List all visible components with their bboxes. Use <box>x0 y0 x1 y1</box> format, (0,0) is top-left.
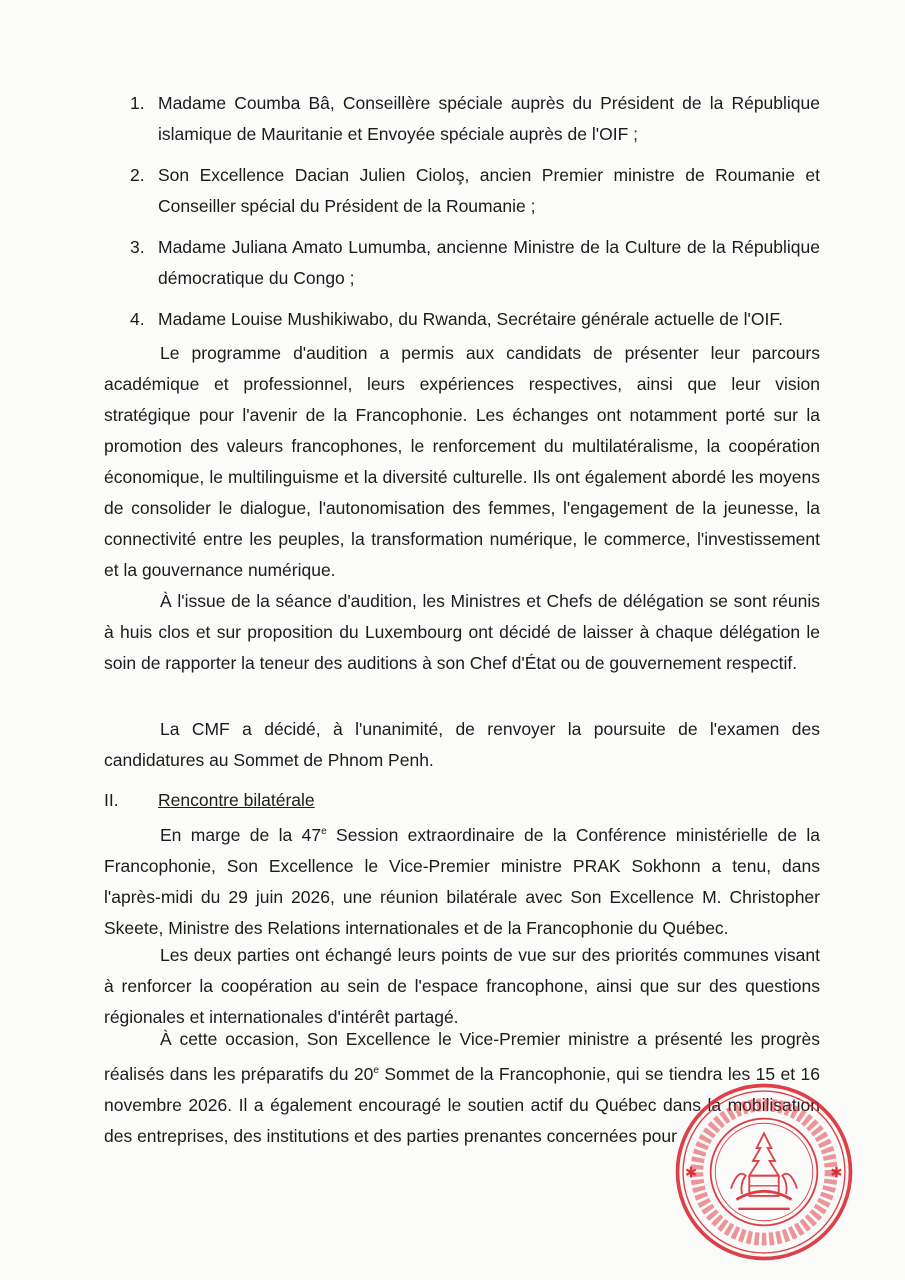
svg-text:✱: ✱ <box>830 1164 843 1182</box>
paragraph-text: Sommet de la Francophonie, qui se tiendra les 15 et 16 novembre 2026. Il a également encouragé le soutien actif du Québec dans la mobilisation des entreprises, des institutions et des parties prenantes concernées pour <box>104 1063 820 1146</box>
list-number: 3. <box>130 237 145 257</box>
ordinal-suffix: e <box>321 826 327 837</box>
svg-text:✱: ✱ <box>684 1164 698 1182</box>
paragraph-text: À cette occasion, Son Excellence le Vice-Premier ministre a présenté les progrès réalisés dans les préparatifs du 20 <box>104 1029 820 1084</box>
ordinal-suffix: e <box>373 1065 379 1076</box>
paragraph-exchange: Les deux parties ont échangé leurs points de vue sur des priorités communes visant à renforcer la coopération au sein de l'espace francophone, ainsi que sur des questions régionales et internationales d'intérêt partagé. <box>104 945 820 1027</box>
list-item <box>130 304 820 335</box>
paragraph-closed-session: À l'issue de la séance d'audition, les Ministres et Chefs de délégation se sont réunis à huis clos et sur proposition du Luxembourg ont décidé de laisser à chaque délégation le soin de rapporter la teneur des auditions à son Chef d'État ou de gouvernement respectif. <box>104 591 820 673</box>
section-title: Rencontre bilatérale <box>158 790 315 810</box>
list-text: Son Excellence Dacian Julien Cioloş, ancien Premier ministre de Roumanie et Conseiller spécial du Président de la Roumanie ; <box>158 165 820 216</box>
list-item <box>130 232 820 294</box>
official-seal-icon <box>672 1080 856 1264</box>
list-text: Madame Juliana Amato Lumumba, ancienne Ministre de la Culture de la République démocratique du Congo ; <box>158 237 820 288</box>
paragraph-text: En marge de la 47 <box>160 824 322 845</box>
section-number: II. <box>104 790 119 810</box>
candidates-list <box>130 88 820 345</box>
list-number: 1. <box>130 93 145 113</box>
paragraph-cmf-decision: La CMF a décidé, à l'unanimité, de renvoyer la poursuite de l'examen des candidatures au Sommet de Phnom Penh. <box>104 719 820 770</box>
list-text: Madame Louise Mushikiwabo, du Rwanda, Secrétaire générale actuelle de l'OIF. <box>158 309 783 329</box>
paragraph-audition-program: Le programme d'audition a permis aux candidats de présenter leur parcours académique et professionnel, leurs expériences respectives, ainsi que leur vision stratégique pour l'avenir de la Francophonie. Les échanges ont notamment porté sur la promotion des valeurs francophones, le renforcement du multilatéralisme, la coopération économique, le multilinguisme et la diversité culturelle. Ils ont également abordé les moyens de consolider le dialogue, l'autonomisation des femmes, l'engagement de la jeunesse, la connectivité entre les peuples, la transformation numérique, le commerce, l'investissement et la gouvernance numérique. <box>104 343 820 580</box>
paragraph-bilateral-meeting <box>104 816 820 944</box>
list-number: 4. <box>130 309 145 329</box>
paragraph-text: Session extraordinaire de la Conférence ministérielle de la Francophonie, Son Excellence le Vice-Premier ministre PRAK Sokhonn a tenu, dans l'après-midi du 29 juin 2026, une réunion bilatérale avec Son Excellence M. Christopher Skeete, Ministre des Relations internationales et de la Francophonie du Québec. <box>104 824 820 938</box>
list-number: 2. <box>130 165 145 185</box>
list-item <box>130 88 820 150</box>
section-heading <box>104 785 820 816</box>
list-item <box>130 160 820 222</box>
list-text: Madame Coumba Bâ, Conseillère spéciale auprès du Président de la République islamique de Mauritanie et Envoyée spéciale auprès de l'OIF ; <box>158 93 820 144</box>
